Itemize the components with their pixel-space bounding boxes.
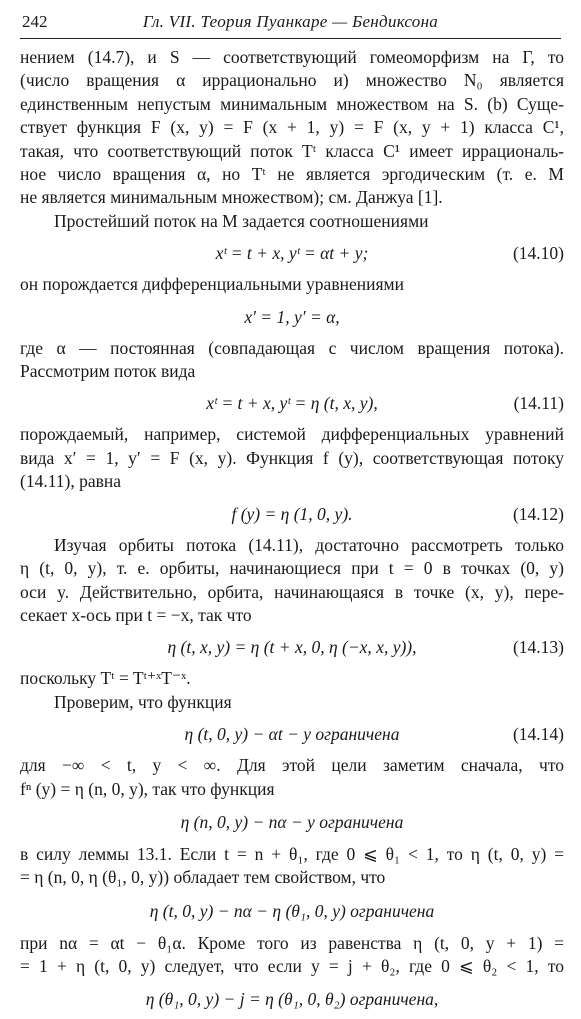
text-line: Рассмотрим поток вида — [20, 361, 196, 382]
text-line: порождаемый, например, системой дифференциальных уравнений — [20, 424, 564, 445]
text-line: вида x′ = 1, y′ = F (x, y). Функция f (y), соответствующая потоку — [20, 447, 564, 468]
equation-14-11 — [20, 384, 564, 422]
header-rule — [20, 38, 561, 39]
equation-bounded-3 — [20, 980, 564, 1018]
paragraph-11 — [20, 932, 564, 979]
running-title: Гл. VII. Теория Пуанкаре — Бендиксона — [142, 12, 439, 31]
equation-number: (14.10) — [512, 243, 564, 264]
text-line: поскольку Tᵗ = Tᵗ⁺ˣT⁻ˣ. — [20, 668, 191, 689]
equation-formula: η (θ₁, 0, y) − j = η (θ₁, 0, θ₂) ограничена, — [145, 988, 439, 1009]
paragraph-4 — [20, 337, 564, 384]
equation-number: (14.12) — [512, 503, 564, 524]
text-line: (число вращения α иррационально и) множество N₀ является — [20, 70, 564, 91]
text-line: Проверим, что функция — [54, 691, 232, 712]
text-line: секает x-ось при t = −x, так что — [20, 604, 252, 625]
equation-formula: η (t, 0, y) − nα − η (θ₁, 0, y) ограничена — [149, 900, 435, 921]
paragraph-5 — [20, 423, 564, 493]
equation-formula: xᵗ = t + x, yᵗ = η (t, x, y), — [206, 393, 378, 414]
equation-formula: η (t, x, y) = η (t + x, 0, η (−x, x, y)), — [167, 637, 417, 658]
paragraph-6 — [20, 534, 564, 628]
equation-14-13 — [20, 628, 564, 666]
equation-formula: x′ = 1, y′ = α, — [244, 306, 340, 327]
equation-number: (14.14) — [512, 724, 564, 745]
paragraph-2 — [20, 210, 564, 233]
text-line: = 1 + η (t, 0, y) следует, что если y = j + θ₂, где 0 ⩽ θ₂ < 1, то — [20, 956, 564, 977]
paragraph-8 — [20, 691, 564, 714]
equation-14-10 — [20, 234, 564, 272]
paragraph-9 — [20, 754, 564, 801]
text-line: не является минимальным множеством); см. Данжуа [1]. — [20, 187, 443, 208]
text-line: нением (14.7), и S — соответствующий гомеоморфизм на Γ, то — [20, 47, 564, 67]
text-line: при nα = αt − θ₁α. Кроме того из равенства η (t, 0, y + 1) = — [20, 932, 564, 953]
paragraph-1 — [20, 46, 564, 210]
text-line: оси y. Действительно, орбита, начинающаяся в точке (x, y), пере- — [20, 581, 564, 602]
equation-14-14 — [20, 715, 564, 753]
equation-differential — [20, 298, 564, 336]
paragraph-3 — [20, 273, 564, 296]
text-line: такая, что соответствующий поток Tᵗ класса C¹ имеет иррациональ- — [20, 140, 564, 161]
text-line: fⁿ (y) = η (n, 0, y), так что функция — [20, 778, 275, 799]
text-line: единственным непустым минимальным множеством на S. (b) Суще- — [20, 93, 564, 114]
text-line: Простейший поток на M задается соотношениями — [54, 210, 429, 231]
page-number: 242 — [22, 12, 48, 31]
text-line: = η (n, 0, η (θ₁, 0, y)) обладает тем свойством, что — [20, 867, 386, 888]
equation-number: (14.11) — [513, 393, 564, 414]
page-header — [22, 12, 559, 36]
text-line: η (t, 0, y), т. е. орбиты, начинающиеся при t = 0 в точках (0, y) — [20, 558, 564, 579]
text-line: где α — постоянная (совпадающая с числом вращения потока). — [20, 337, 564, 358]
equation-formula: η (t, 0, y) − αt − y ограничена — [184, 724, 400, 745]
equation-formula: η (n, 0, y) − nα − y ограничена — [180, 811, 404, 832]
equation-14-12 — [20, 495, 564, 533]
page-body — [20, 46, 564, 1019]
text-line: он порождается дифференциальными уравнениями — [20, 274, 404, 295]
equation-number: (14.13) — [512, 637, 564, 658]
equation-bounded-2 — [20, 891, 564, 931]
text-line: Изучая орбиты потока (14.11), достаточно рассмотреть только — [54, 534, 564, 555]
equation-bounded-1 — [20, 802, 564, 842]
paragraph-7 — [20, 667, 564, 690]
paragraph-10 — [20, 843, 564, 890]
text-line: ствует функция F (x, y) = F (x + 1, y) = F (x, y + 1) класса C¹, — [20, 117, 564, 138]
equation-formula: f (y) = η (1, 0, y). — [231, 503, 353, 524]
text-line: (14.11), равна — [20, 471, 122, 492]
text-line: для −∞ < t, y < ∞. Для этой цели заметим сначала, что — [20, 755, 564, 776]
text-line: в силу леммы 13.1. Если t = n + θ₁, где 0 ⩽ θ₁ < 1, то η (t, 0, y) = — [20, 843, 564, 864]
text-line: ное число вращения α, но Tᵗ не является эргодическим (т. е. M — [20, 164, 564, 185]
equation-formula: xᵗ = t + x, yᵗ = αt + y; — [215, 243, 369, 264]
